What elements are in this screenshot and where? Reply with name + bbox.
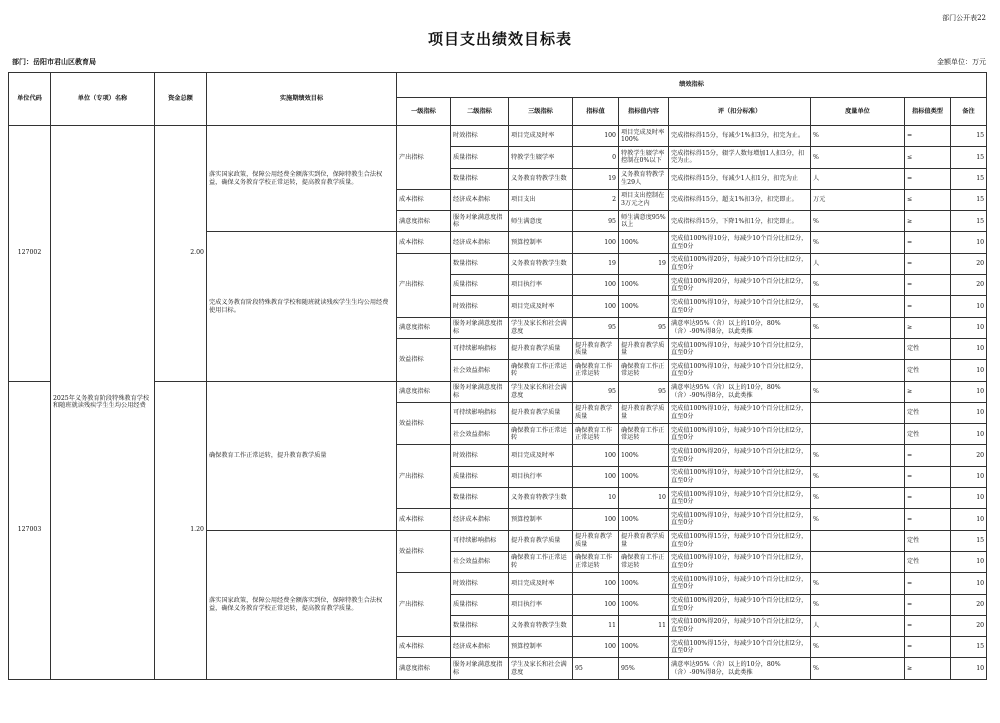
value-type-cell: ≤ <box>905 147 951 168</box>
performance-table <box>8 72 987 680</box>
col-measure-unit: 度量单位 <box>811 98 905 126</box>
value-cell: 确保教育工作正常运转 <box>573 551 619 572</box>
level1-cell: 满意度指标 <box>397 317 451 338</box>
measure-unit-cell: % <box>811 211 905 232</box>
value-content-cell: 提升教育教学质量 <box>619 338 669 359</box>
value-content-cell: 确保教育工作正常运转 <box>619 424 669 445</box>
value-content-cell: 95 <box>619 381 669 402</box>
level3-cell: 义务教育特教学生数 <box>509 488 573 509</box>
level1-cell: 产出指标 <box>397 573 451 637</box>
value-type-cell: = <box>905 637 951 658</box>
score-cell: 完成值100%得10分，每减少10个百分比扣2分，直至0分 <box>669 509 811 530</box>
level3-cell: 项目执行率 <box>509 275 573 296</box>
col-level1: 一级指标 <box>397 98 451 126</box>
level3-cell: 项目执行率 <box>509 594 573 615</box>
remark-cell: 15 <box>951 126 987 147</box>
value-content-cell: 95 <box>619 317 669 338</box>
value-type-cell: 定性 <box>905 551 951 572</box>
value-cell: 100 <box>573 445 619 466</box>
score-cell: 完成值100%得10分，每减少10个百分比扣2分，直至0分 <box>669 551 811 572</box>
measure-unit-cell <box>811 402 905 423</box>
remark-cell: 20 <box>951 445 987 466</box>
value-content-cell: 10 <box>619 488 669 509</box>
level2-cell: 社会效益指标 <box>451 424 509 445</box>
value-cell: 100 <box>573 573 619 594</box>
value-cell: 2 <box>573 189 619 210</box>
value-cell: 确保教育工作正常运转 <box>573 360 619 381</box>
value-cell: 95 <box>573 211 619 232</box>
department-label: 部门：岳阳市君山区教育局 <box>12 57 96 66</box>
value-content-cell: 100% <box>619 275 669 296</box>
col-unit-name: 单位（专项）名称 <box>51 73 155 126</box>
level2-cell: 社会效益指标 <box>451 551 509 572</box>
value-type-cell: ≥ <box>905 381 951 402</box>
level3-cell: 提升教育教学质量 <box>509 530 573 551</box>
measure-unit-cell: % <box>811 509 905 530</box>
value-content-cell: 100% <box>619 594 669 615</box>
value-content-cell: 100% <box>619 509 669 530</box>
level3-cell: 提升教育教学质量 <box>509 402 573 423</box>
value-content-cell: 11 <box>619 615 669 636</box>
remark-cell: 15 <box>951 147 987 168</box>
level3-cell: 学生及家长和社会满意度 <box>509 317 573 338</box>
value-cell: 100 <box>573 296 619 317</box>
table-row <box>9 381 987 402</box>
col-indicators: 绩效指标 <box>397 73 987 98</box>
value-type-cell: ≥ <box>905 211 951 232</box>
remark-cell: 10 <box>951 338 987 359</box>
value-cell: 19 <box>573 168 619 189</box>
level2-cell: 可持续影响指标 <box>451 402 509 423</box>
unit-code-cell: 127003 <box>9 381 51 679</box>
level1-cell: 满意度指标 <box>397 381 451 402</box>
funds-cell: 2.00 <box>155 126 207 382</box>
value-type-cell: = <box>905 488 951 509</box>
remark-cell: 20 <box>951 253 987 274</box>
value-content-cell: 19 <box>619 253 669 274</box>
level2-cell: 时效指标 <box>451 573 509 594</box>
value-type-cell: = <box>905 573 951 594</box>
remark-cell: 10 <box>951 551 987 572</box>
level2-cell: 经济成本指标 <box>451 232 509 253</box>
goal-cell: 完成义务教育阶段特殊教育学校和随班就读残疾学生生均公用经费使用目标。 <box>207 232 397 381</box>
level3-cell: 项目完成及时率 <box>509 573 573 594</box>
level1-cell: 产出指标 <box>397 445 451 509</box>
measure-unit-cell: 人 <box>811 253 905 274</box>
measure-unit-cell <box>811 424 905 445</box>
level3-cell: 义务教育特教学生数 <box>509 615 573 636</box>
score-cell: 完成值100%得10分，每减少10个百分比扣2分，直至0分 <box>669 573 811 594</box>
level3-cell: 项目完成及时率 <box>509 126 573 147</box>
level2-cell: 质量指标 <box>451 275 509 296</box>
value-cell: 提升教育教学质量 <box>573 338 619 359</box>
level3-cell: 项目完成及时率 <box>509 445 573 466</box>
col-level2: 二级指标 <box>451 98 509 126</box>
value-type-cell: = <box>905 509 951 530</box>
measure-unit-cell: 人 <box>811 168 905 189</box>
value-content-cell: 确保教育工作正常运转 <box>619 551 669 572</box>
measure-unit-cell: % <box>811 573 905 594</box>
table-row <box>9 126 987 147</box>
value-content-cell: 确保教育工作正常运转 <box>619 360 669 381</box>
score-cell: 完成指标得15分，超支1%扣3分，扣完即止。 <box>669 189 811 210</box>
level1-cell: 产出指标 <box>397 126 451 190</box>
score-cell: 完成指标得15分，辍学人数每增加1人扣3分，扣完为止。 <box>669 147 811 168</box>
level1-cell: 成本指标 <box>397 232 451 253</box>
value-content-cell: 100% <box>619 637 669 658</box>
level3-cell: 预算控制率 <box>509 509 573 530</box>
value-type-cell: 定性 <box>905 360 951 381</box>
value-content-cell: 95% <box>619 658 669 679</box>
score-cell: 完成值100%得15分，每减少10个百分比扣2分，直至0分 <box>669 637 811 658</box>
measure-unit-cell: % <box>811 296 905 317</box>
value-cell: 95 <box>573 381 619 402</box>
col-value-type: 指标值类型 <box>905 98 951 126</box>
remark-cell: 15 <box>951 189 987 210</box>
remark-cell: 15 <box>951 168 987 189</box>
measure-unit-cell: 万元 <box>811 189 905 210</box>
level2-cell: 时效指标 <box>451 126 509 147</box>
remark-cell: 10 <box>951 402 987 423</box>
unit-code-cell: 127002 <box>9 126 51 382</box>
score-cell: 完成值100%得10分，每减少10个百分比扣2分，直至0分 <box>669 466 811 487</box>
value-content-cell: 100% <box>619 232 669 253</box>
remark-cell: 10 <box>951 296 987 317</box>
level2-cell: 质量指标 <box>451 594 509 615</box>
col-value-content: 指标值内容 <box>619 98 669 126</box>
col-level3: 三级指标 <box>509 98 573 126</box>
measure-unit-cell: % <box>811 381 905 402</box>
page-number: 部门公开表22 <box>942 14 986 22</box>
level2-cell: 质量指标 <box>451 466 509 487</box>
value-cell: 100 <box>573 275 619 296</box>
value-content-cell: 100% <box>619 573 669 594</box>
remark-cell: 20 <box>951 275 987 296</box>
level3-cell: 学生及家长和社会满意度 <box>509 381 573 402</box>
value-type-cell: 定性 <box>905 530 951 551</box>
goal-cell: 落实国家政策，保障公用经费全额落实到位，保障特教生合法权益，确保义务教育学校正常运转，提高教育教学质量。 <box>207 126 397 232</box>
measure-unit-cell: % <box>811 126 905 147</box>
level3-cell: 学生及家长和社会满意度 <box>509 658 573 679</box>
value-content-cell: 师生满意度95%以上 <box>619 211 669 232</box>
score-cell: 完成指标得15分，每减少1%扣3分，扣完为止。 <box>669 126 811 147</box>
remark-cell: 10 <box>951 317 987 338</box>
level1-cell: 成本指标 <box>397 509 451 530</box>
value-content-cell: 项目支出控制在3万元之内 <box>619 189 669 210</box>
value-cell: 10 <box>573 488 619 509</box>
value-cell: 95 <box>573 658 619 679</box>
remark-cell: 10 <box>951 232 987 253</box>
level3-cell: 确保教育工作正常运转 <box>509 551 573 572</box>
measure-unit-cell: % <box>811 658 905 679</box>
value-cell: 100 <box>573 466 619 487</box>
score-cell: 满意率达95%（含）以上的10分，80%（含）-90%得8分，以此类推 <box>669 317 811 338</box>
score-cell: 完成值100%得10分，每减少10个百分比扣2分，直至0分 <box>669 488 811 509</box>
value-cell: 确保教育工作正常运转 <box>573 424 619 445</box>
measure-unit-cell: % <box>811 275 905 296</box>
remark-cell: 10 <box>951 573 987 594</box>
score-cell: 满意率达95%（含）以上的10分，80%（含）-90%得8分，以此类推 <box>669 381 811 402</box>
value-type-cell: = <box>905 126 951 147</box>
remark-cell: 10 <box>951 360 987 381</box>
measure-unit-cell: % <box>811 637 905 658</box>
goal-cell: 落实国家政策，保障公用经费全额落实到位，保障特教生合法权益，确保义务教育学校正常运转，提高教育教学质量。 <box>207 530 397 679</box>
score-cell: 完成值100%得20分，每减少10个百分比扣2分，直至0分 <box>669 275 811 296</box>
measure-unit-cell: % <box>811 147 905 168</box>
value-type-cell: 定性 <box>905 424 951 445</box>
value-content-cell: 提升教育教学质量 <box>619 402 669 423</box>
value-type-cell: = <box>905 168 951 189</box>
level3-cell: 义务教育特教学生数 <box>509 168 573 189</box>
level3-cell: 义务教育特教学生数 <box>509 253 573 274</box>
measure-unit-cell <box>811 530 905 551</box>
score-cell: 完成值100%得20分，每减少10个百分比扣2分，直至0分 <box>669 445 811 466</box>
level2-cell: 社会效益指标 <box>451 360 509 381</box>
value-cell: 100 <box>573 126 619 147</box>
level3-cell: 师生满意度 <box>509 211 573 232</box>
remark-cell: 20 <box>951 594 987 615</box>
remark-cell: 10 <box>951 466 987 487</box>
value-cell: 提升教育教学质量 <box>573 402 619 423</box>
level1-cell: 产出指标 <box>397 253 451 317</box>
level2-cell: 服务对象满意度指标 <box>451 658 509 679</box>
value-content-cell: 特教学生辍学率控制在0%以下 <box>619 147 669 168</box>
level2-cell: 服务对象满意度指标 <box>451 381 509 402</box>
value-cell: 提升教育教学质量 <box>573 530 619 551</box>
level1-cell: 成本指标 <box>397 189 451 210</box>
remark-cell: 15 <box>951 637 987 658</box>
level1-cell: 效益指标 <box>397 530 451 573</box>
col-goal: 实施期绩效目标 <box>207 73 397 126</box>
value-content-cell: 100% <box>619 296 669 317</box>
score-cell: 完成指标得15分，下降1%扣1分，扣完即止。 <box>669 211 811 232</box>
value-content-cell: 100% <box>619 445 669 466</box>
value-cell: 100 <box>573 232 619 253</box>
value-type-cell: 定性 <box>905 402 951 423</box>
value-content-cell: 100% <box>619 466 669 487</box>
value-cell: 0 <box>573 147 619 168</box>
level2-cell: 数量指标 <box>451 615 509 636</box>
value-type-cell: = <box>905 594 951 615</box>
col-remark: 备注 <box>951 98 987 126</box>
level1-cell: 满意度指标 <box>397 211 451 232</box>
level3-cell: 特教学生辍学率 <box>509 147 573 168</box>
measure-unit-cell: % <box>811 317 905 338</box>
value-type-cell: = <box>905 275 951 296</box>
score-cell: 完成指标得15分，每减少1人扣1分，扣完为止 <box>669 168 811 189</box>
value-cell: 95 <box>573 317 619 338</box>
value-cell: 100 <box>573 594 619 615</box>
page-title: 项目支出绩效目标表 <box>427 30 572 48</box>
level2-cell: 质量指标 <box>451 147 509 168</box>
value-cell: 19 <box>573 253 619 274</box>
value-type-cell: = <box>905 445 951 466</box>
level2-cell: 数量指标 <box>451 488 509 509</box>
value-type-cell: = <box>905 615 951 636</box>
value-type-cell: 定性 <box>905 338 951 359</box>
value-content-cell: 提升教育教学质量 <box>619 530 669 551</box>
level2-cell: 经济成本指标 <box>451 189 509 210</box>
level2-cell: 经济成本指标 <box>451 637 509 658</box>
measure-unit-cell: % <box>811 594 905 615</box>
level2-cell: 时效指标 <box>451 445 509 466</box>
remark-cell: 15 <box>951 530 987 551</box>
measure-unit-cell <box>811 551 905 572</box>
value-content-cell: 义务教育特教学生29人 <box>619 168 669 189</box>
score-cell: 完成值100%得10分，每减少10个百分比扣2分，直至0分 <box>669 296 811 317</box>
level2-cell: 数量指标 <box>451 168 509 189</box>
score-cell: 完成值100%得10分，每减少10个百分比扣2分，直至0分 <box>669 338 811 359</box>
measure-unit-cell <box>811 338 905 359</box>
level2-cell: 可持续影响指标 <box>451 530 509 551</box>
level2-cell: 数量指标 <box>451 253 509 274</box>
col-unit-code: 单位代码 <box>9 73 51 126</box>
col-value: 指标值 <box>573 98 619 126</box>
level3-cell: 确保教育工作正常运转 <box>509 360 573 381</box>
level3-cell: 项目完成及时率 <box>509 296 573 317</box>
measure-unit-cell: % <box>811 466 905 487</box>
score-cell: 完成值100%得10分，每减少10个百分比扣2分，直至0分 <box>669 360 811 381</box>
value-type-cell: = <box>905 466 951 487</box>
level2-cell: 服务对象满意度指标 <box>451 211 509 232</box>
level1-cell: 效益指标 <box>397 402 451 445</box>
value-type-cell: ≥ <box>905 658 951 679</box>
value-type-cell: ≤ <box>905 189 951 210</box>
level3-cell: 项目执行率 <box>509 466 573 487</box>
funds-cell: 1.20 <box>155 381 207 679</box>
level3-cell: 预算控制率 <box>509 232 573 253</box>
level3-cell: 确保教育工作正常运转 <box>509 424 573 445</box>
amount-unit-label: 金额单位：万元 <box>937 58 986 66</box>
remark-cell: 10 <box>951 424 987 445</box>
measure-unit-cell: % <box>811 488 905 509</box>
level2-cell: 可持续影响指标 <box>451 338 509 359</box>
remark-cell: 15 <box>951 211 987 232</box>
score-cell: 满意率达95%（含）以上的10分，80%（含）-90%得8分，以此类推 <box>669 658 811 679</box>
remark-cell: 10 <box>951 509 987 530</box>
score-cell: 完成值100%得20分，每减少10个百分比扣2分，直至0分 <box>669 253 811 274</box>
score-cell: 完成值100%得10分，每减少10个百分比扣2分，直至0分 <box>669 424 811 445</box>
score-cell: 完成值100%得15分，每减少10个百分比扣2分，直至0分 <box>669 530 811 551</box>
remark-cell: 10 <box>951 381 987 402</box>
value-type-cell: ≥ <box>905 317 951 338</box>
remark-cell: 20 <box>951 615 987 636</box>
level2-cell: 时效指标 <box>451 296 509 317</box>
value-cell: 100 <box>573 509 619 530</box>
value-type-cell: = <box>905 232 951 253</box>
col-score: 评（扣分标准） <box>669 98 811 126</box>
level1-cell: 效益指标 <box>397 338 451 381</box>
value-cell: 11 <box>573 615 619 636</box>
value-type-cell: = <box>905 253 951 274</box>
score-cell: 完成值100%得20分，每减少10个百分比扣2分，直至0分 <box>669 594 811 615</box>
measure-unit-cell: % <box>811 232 905 253</box>
level3-cell: 项目支出 <box>509 189 573 210</box>
unit-name-cell: 2025年义务教育阶段特殊教育学校和随班就读残疾学生生均公用经费 <box>51 126 155 680</box>
level3-cell: 预算控制率 <box>509 637 573 658</box>
measure-unit-cell: 人 <box>811 615 905 636</box>
level1-cell: 成本指标 <box>397 637 451 658</box>
measure-unit-cell: % <box>811 445 905 466</box>
score-cell: 完成值100%得10分，每减少10个百分比扣2分，直至0分 <box>669 232 811 253</box>
remark-cell: 10 <box>951 658 987 679</box>
col-total-funds: 资金总额 <box>155 73 207 126</box>
remark-cell: 10 <box>951 488 987 509</box>
value-content-cell: 项目完成及时率100% <box>619 126 669 147</box>
level3-cell: 提升教育教学质量 <box>509 338 573 359</box>
value-type-cell: = <box>905 296 951 317</box>
measure-unit-cell <box>811 360 905 381</box>
score-cell: 完成值100%得20分，每减少10个百分比扣2分，直至0分 <box>669 615 811 636</box>
value-cell: 100 <box>573 637 619 658</box>
goal-cell: 确保教育工作正常运转，提升教育教学质量 <box>207 381 397 530</box>
score-cell: 完成值100%得10分，每减少10个百分比扣2分，直至0分 <box>669 402 811 423</box>
level2-cell: 经济成本指标 <box>451 509 509 530</box>
level1-cell: 满意度指标 <box>397 658 451 679</box>
level2-cell: 服务对象满意度指标 <box>451 317 509 338</box>
